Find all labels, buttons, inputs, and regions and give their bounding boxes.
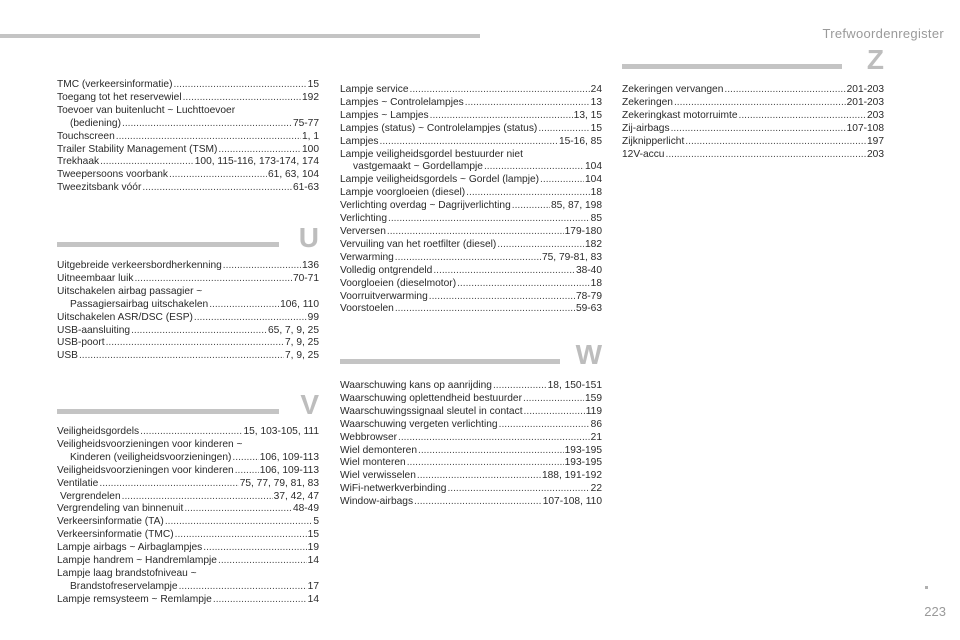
index-entry	[340, 445, 602, 458]
section-w-letter: W	[575, 339, 602, 370]
leader-dots	[417, 470, 541, 483]
index-entry	[622, 123, 884, 136]
index-entry-text: Vervuiling van het roetfilter (diesel)	[340, 238, 497, 250]
index-entry-page: 201-203	[846, 96, 884, 108]
index-entry	[340, 432, 602, 445]
section-u-letter: U	[298, 222, 319, 253]
index-entry	[57, 516, 319, 529]
index-entry-text: Zijknipperlicht	[622, 135, 685, 147]
index-entry	[622, 149, 884, 162]
leader-dots	[407, 457, 564, 470]
index-entry-page: 17	[307, 580, 319, 592]
index-entry-text: USB-aansluiting	[57, 324, 131, 336]
leader-dots	[134, 273, 291, 286]
index-entry-text: Tweezitsbank vóór	[57, 182, 142, 194]
index-entry-page: 5	[313, 516, 319, 528]
index-entry-page: 38-40	[575, 264, 602, 276]
index-entry-page: 78-79	[575, 290, 602, 302]
leader-dots	[493, 380, 547, 393]
leader-dots	[497, 239, 584, 252]
index-entry-page: 65, 7, 9, 25	[268, 324, 319, 336]
index-entry	[57, 491, 319, 504]
index-entry	[340, 278, 602, 291]
index-entry-page: 193-195	[564, 457, 602, 469]
index-entry-text: Zekeringen vervangen	[622, 84, 724, 95]
leader-dots	[538, 123, 589, 136]
section-z-heading	[622, 44, 884, 75]
index-entry-text: Waarschuwing oplettendheid bestuurder	[340, 392, 522, 404]
leader-dots	[175, 529, 307, 542]
index-entry-text: Window-airbags	[340, 496, 414, 508]
index-entry-text: Lampje voorgloeien (diesel)	[340, 187, 466, 199]
leader-dots	[140, 426, 242, 439]
index-entry	[57, 452, 319, 465]
index-entry-text: Lampje veiligheidsgordels ~ Gordel (lampje)	[340, 174, 540, 186]
index-entry-text: TMC (verkeersinformatie)	[57, 79, 173, 90]
index-entry-page: 15-16, 85	[558, 135, 602, 147]
index-entry	[340, 470, 602, 483]
page-number: 223	[924, 604, 946, 619]
index-entry	[340, 161, 602, 174]
leader-dots	[380, 136, 558, 149]
index-entry-page: 100, 115-116, 173-174, 174	[194, 156, 319, 168]
index-entry-text: WiFi-netwerkverbinding	[340, 483, 447, 495]
section-w-entries	[340, 380, 602, 509]
index-entry	[57, 156, 319, 169]
index-entry	[340, 213, 602, 226]
index-entry-text: Vergrendeling van binnenuit	[57, 503, 184, 515]
section-v-entries-continued	[340, 84, 602, 316]
index-entry-text: Volledig ontgrendeld	[340, 264, 433, 276]
page-header-title: Trefwoordenregister	[822, 26, 944, 41]
index-entry	[622, 84, 884, 97]
index-entry-text: Verversen	[340, 225, 386, 237]
leader-dots	[79, 350, 284, 363]
index-entry-text: Verlichting overdag ~ Dagrijverlichting	[340, 200, 511, 212]
section-v-entries	[57, 426, 319, 607]
leader-dots	[194, 312, 307, 325]
index-entry	[340, 291, 602, 304]
index-entry-page: 22	[590, 483, 602, 495]
index-entry	[57, 273, 319, 286]
leader-dots	[100, 156, 194, 169]
index-entry-text: Kinderen (veiligheidsvoorzieningen)	[70, 451, 232, 463]
index-entry-text: Ventilatie	[57, 477, 99, 489]
index-entry-page: 7, 9, 25	[285, 350, 319, 362]
leader-dots	[410, 84, 590, 97]
index-entry-page: 75, 77, 79, 81, 83	[239, 477, 319, 489]
section-v-letter: V	[300, 389, 319, 420]
leader-dots	[183, 92, 301, 105]
index-entry	[57, 478, 319, 491]
index-entry	[340, 419, 602, 432]
leader-dots	[540, 174, 584, 187]
index-entry	[57, 350, 319, 363]
index-entry-page: 24	[590, 84, 602, 95]
leader-dots	[388, 213, 590, 226]
index-entry-page: 37, 42, 47	[273, 490, 319, 502]
index-entry	[340, 483, 602, 496]
index-entry-text: Waarschuwingssignaal sleutel in contact	[340, 405, 523, 417]
section-t-entries	[57, 79, 319, 195]
index-entry-page: 21	[590, 431, 602, 443]
index-entry-page: 192	[302, 91, 319, 103]
index-entry	[622, 97, 884, 110]
index-entry	[340, 239, 602, 252]
index-entry-page: 85, 87, 198	[551, 200, 602, 212]
section-z-rule	[622, 64, 842, 69]
index-entry-page: 104	[585, 161, 602, 173]
index-entry	[57, 426, 319, 439]
leader-dots	[398, 432, 590, 445]
section-z-letter: Z	[866, 44, 884, 75]
index-entry-text: Zekeringen	[622, 96, 673, 108]
leader-dots	[447, 483, 589, 496]
leader-dots	[173, 79, 306, 92]
leader-dots	[671, 123, 846, 136]
index-entry	[340, 84, 602, 97]
section-u-rule	[57, 242, 279, 247]
leader-dots	[235, 465, 259, 478]
index-entry	[57, 325, 319, 338]
index-entry-page: 15	[307, 529, 319, 541]
section-u-entries	[57, 260, 319, 363]
index-entry-page: 86	[590, 418, 602, 430]
index-entry-text: USB	[57, 350, 78, 362]
index-entry-page: 18, 150-151	[547, 380, 602, 391]
index-entry	[57, 529, 319, 542]
index-entry-page: 100	[302, 143, 319, 155]
section-w-rule	[340, 359, 560, 364]
index-entry	[57, 465, 319, 478]
index-entry	[57, 260, 319, 273]
index-entry-page: 203	[867, 148, 884, 160]
index-entry	[57, 337, 319, 350]
index-entry	[340, 380, 602, 393]
leader-dots	[142, 182, 292, 195]
index-entry-text: USB-poort	[57, 337, 105, 349]
leader-dots	[465, 97, 590, 110]
index-entry-text: Vergrendelen	[60, 490, 121, 502]
index-entry-text: Voorgloeien (dieselmotor)	[340, 277, 457, 289]
leader-dots	[122, 491, 273, 504]
index-entry-text: Wiel verwisselen	[340, 470, 416, 482]
leader-dots	[739, 110, 867, 123]
index-entry-text: Veiligheidsvoorzieningen voor kinderen	[57, 464, 234, 476]
index-entry-text: Trailer Stability Management (TSM)	[57, 143, 218, 155]
index-entry-text: Wiel demonteren	[340, 444, 418, 456]
index-entry-text: Webbrowser	[340, 431, 397, 443]
index-entry	[57, 542, 319, 555]
index-entry	[57, 299, 319, 312]
leader-dots	[179, 581, 307, 594]
leader-dots	[499, 419, 590, 432]
index-entry-text: Voorstoelen	[340, 303, 394, 315]
index-entry-page: 197	[867, 135, 884, 147]
index-entry	[57, 182, 319, 195]
leader-dots	[395, 252, 541, 265]
index-entry-page: 15, 103-105, 111	[243, 426, 319, 437]
index-entry-text: Uitschakelen ASR/DSC (ESP)	[57, 311, 193, 323]
index-entry-text: Lampjes (status) ~ Controlelampjes (status)	[340, 122, 538, 134]
leader-dots	[414, 496, 542, 509]
leader-dots	[433, 265, 575, 278]
index-entry-page: 104	[585, 174, 602, 186]
leader-dots	[387, 226, 564, 239]
index-entry-page: 182	[585, 238, 602, 250]
index-entry-page: 188, 191-192	[541, 470, 602, 482]
index-entry-text: Verwarming	[340, 251, 394, 263]
index-entry-page: 18	[590, 277, 602, 289]
index-entry-page: 75, 79-81, 83	[541, 251, 602, 263]
index-entry-page: 99	[307, 311, 319, 323]
index-entry	[340, 136, 602, 149]
index-entry-text: (bediening)	[70, 117, 121, 129]
index-entry	[57, 118, 319, 131]
index-entry-page: 61-63	[292, 182, 319, 194]
index-entry-text: Lampjes	[340, 135, 379, 147]
index-entry	[340, 393, 602, 406]
index-entry	[57, 92, 319, 105]
index-entry-page: 119	[585, 405, 602, 417]
index-entry-page: 61, 63, 104	[268, 169, 319, 181]
index-entry	[622, 110, 884, 123]
leader-dots	[184, 503, 292, 516]
index-entry	[57, 555, 319, 568]
index-entry	[340, 187, 602, 200]
index-entry	[57, 312, 319, 325]
leader-dots	[674, 97, 846, 110]
index-entry-page: 106, 109-113	[259, 451, 319, 463]
index-entry	[340, 303, 602, 316]
index-entry-text: Veiligheidsvoorzieningen voor kinderen ~	[57, 438, 243, 450]
index-entry-page: 48-49	[292, 503, 319, 515]
index-entry-text: Uitgebreide verkeersbordherkenning	[57, 260, 222, 271]
section-v-rule	[57, 409, 279, 414]
leader-dots	[165, 516, 313, 529]
index-entry-page: 70-71	[292, 272, 319, 284]
index-entry	[340, 265, 602, 278]
index-entry-page: 7, 9, 25	[285, 337, 319, 349]
index-entry	[57, 594, 319, 607]
index-entry	[622, 136, 884, 149]
leader-dots	[484, 161, 584, 174]
index-entry-text: Lampje veiligheidsgordel bestuurder niet	[340, 148, 523, 160]
leader-dots	[524, 406, 585, 419]
index-entry-text: Veiligheidsgordels	[57, 426, 140, 437]
leader-dots	[395, 303, 575, 316]
leader-dots	[223, 260, 301, 273]
leader-dots	[218, 144, 301, 157]
leader-dots	[116, 131, 301, 144]
index-entry	[57, 144, 319, 157]
index-entry-page: 193-195	[564, 444, 602, 456]
section-w-heading	[340, 339, 602, 370]
header-rule	[0, 34, 480, 38]
index-entry-text: Verlichting	[340, 213, 388, 225]
index-entry-page: 203	[867, 109, 884, 121]
index-entry	[340, 406, 602, 419]
index-entry-text: 12V-accu	[622, 148, 665, 160]
index-entry-text: Passagiersairbag uitschakelen	[70, 298, 209, 310]
index-entry-page: 201-203	[846, 84, 884, 95]
index-entry-page: 13, 15	[573, 109, 602, 121]
index-entry-text: Verkeersinformatie (TA)	[57, 516, 164, 528]
leader-dots	[512, 200, 550, 213]
index-entry-text: vastgemaakt ~ Gordellampje	[353, 161, 483, 173]
index-entry	[340, 457, 602, 470]
index-entry-text: Voorruitverwarming	[340, 290, 428, 302]
leader-dots	[232, 452, 258, 465]
index-entry-text: Toegang tot het reservewiel	[57, 91, 182, 103]
index-entry-page: 19	[307, 542, 319, 554]
leader-dots	[457, 278, 590, 291]
leader-dots	[99, 478, 238, 491]
index-entry	[340, 97, 602, 110]
index-entry	[340, 200, 602, 213]
leader-dots	[203, 542, 306, 555]
index-entry-text: Lampje laag brandstofniveau ~	[57, 567, 197, 579]
index-entry-text: Uitneembaar luik	[57, 272, 134, 284]
index-entry-text: Lampje remsysteem ~ Remlampje	[57, 593, 212, 605]
index-entry-text: Tweepersoons voorbank	[57, 169, 168, 181]
index-entry	[340, 252, 602, 265]
leader-dots	[131, 325, 267, 338]
leader-dots	[218, 555, 307, 568]
index-entry-page: 15	[307, 79, 319, 90]
footer-dot	[925, 586, 928, 589]
leader-dots	[466, 187, 590, 200]
index-entry-text: Lampje handrem ~ Handremlampje	[57, 555, 217, 567]
leader-dots	[106, 337, 284, 350]
leader-dots	[169, 169, 267, 182]
index-entry-text: Uitschakelen airbag passagier ~	[57, 285, 203, 297]
index-entry-page: 179-180	[564, 225, 602, 237]
index-entry	[57, 503, 319, 516]
index-entry-page: 1, 1	[302, 130, 319, 142]
index-entry-page: 106, 109-113	[259, 464, 319, 476]
index-entry-page: 18	[590, 187, 602, 199]
leader-dots	[523, 393, 584, 406]
section-z-entries	[622, 84, 884, 161]
leader-dots	[429, 291, 575, 304]
index-entry-text: Brandstofreservelampje	[70, 580, 178, 592]
index-entry-text: Trekhaak	[57, 156, 100, 168]
index-entry	[57, 79, 319, 92]
index-entry	[340, 496, 602, 509]
index-entry-text: Waarschuwing vergeten verlichting	[340, 418, 498, 430]
index-entry-page: 136	[302, 260, 319, 271]
index-entry	[340, 123, 602, 136]
leader-dots	[209, 299, 279, 312]
leader-dots	[685, 136, 866, 149]
index-entry-text: Lampjes ~ Lampjes	[340, 109, 429, 121]
index-entry	[340, 226, 602, 239]
index-entry-page: 159	[585, 392, 602, 404]
index-entry-page: 107-108	[846, 122, 884, 134]
index-entry-text: Zij-airbags	[622, 122, 670, 134]
index-entry	[57, 169, 319, 182]
leader-dots	[724, 84, 845, 97]
index-entry	[57, 581, 319, 594]
index-entry-page: 13	[590, 96, 602, 108]
index-entry-page: 15	[590, 122, 602, 134]
index-entry-text: Lampje service	[340, 84, 409, 95]
index-entry-text: Waarschuwing kans op aanrijding	[340, 380, 492, 391]
leader-dots	[122, 118, 292, 131]
index-entry	[57, 131, 319, 144]
section-v-heading	[57, 389, 319, 420]
leader-dots	[418, 445, 564, 458]
index-entry-page: 107-108, 110	[542, 496, 602, 508]
leader-dots	[430, 110, 573, 123]
section-u-heading	[57, 222, 319, 253]
index-entry-text: Wiel monteren	[340, 457, 406, 469]
index-entry	[340, 110, 602, 123]
index-entry-text: Lampjes ~ Controlelampjes	[340, 96, 464, 108]
index-entry	[340, 174, 602, 187]
index-entry-page: 85	[590, 213, 602, 225]
index-entry-page: 106, 110	[280, 298, 319, 310]
index-entry-page: 75-77	[292, 117, 319, 129]
index-entry-text: Zekeringkast motorruimte	[622, 109, 738, 121]
index-entry-text: Touchscreen	[57, 130, 115, 142]
index-entry-page: 14	[307, 593, 319, 605]
leader-dots	[665, 149, 866, 162]
index-entry-page: 14	[307, 555, 319, 567]
index-entry-text: Lampje airbags ~ Airbaglampjes	[57, 542, 203, 554]
index-entry-page: 59-63	[575, 303, 602, 315]
index-entry-text: Toevoer van buitenlucht ~ Luchttoevoer	[57, 104, 236, 116]
leader-dots	[213, 594, 307, 607]
index-entry-text: Verkeersinformatie (TMC)	[57, 529, 174, 541]
